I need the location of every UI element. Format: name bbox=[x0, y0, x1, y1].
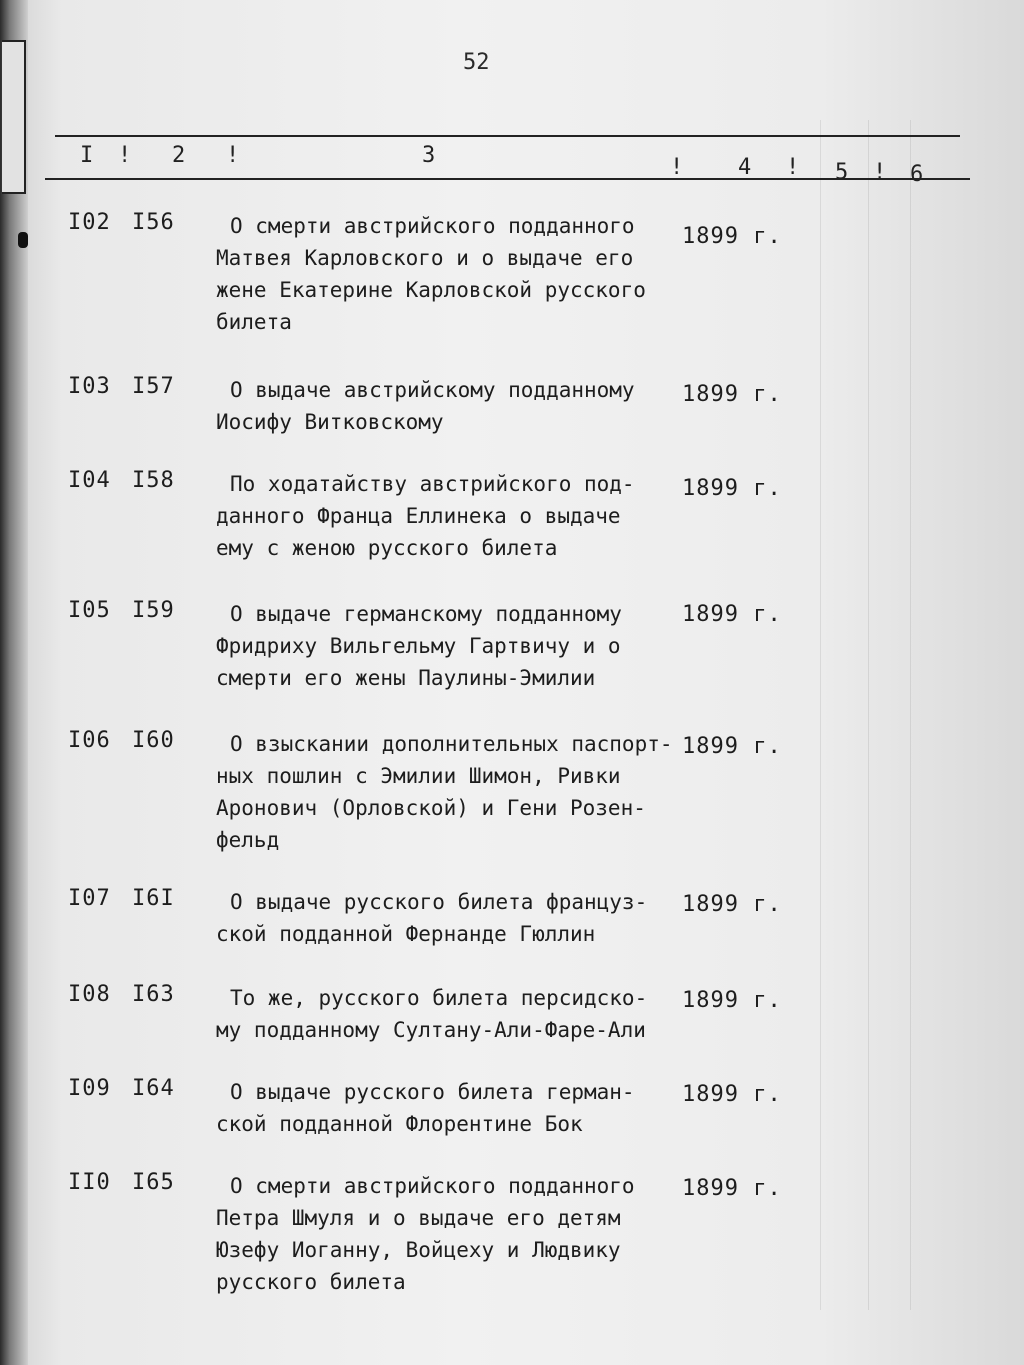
description-line: То же, русского билета персидско- bbox=[230, 986, 648, 1010]
header-bottom-rule bbox=[45, 178, 970, 180]
description-line: Аронович (Орловской) и Гени Розен- bbox=[216, 796, 646, 820]
row-number: I02 bbox=[68, 210, 111, 235]
description-line: Иосифу Витковскому bbox=[216, 410, 444, 434]
row-number: I09 bbox=[68, 1076, 111, 1101]
row-year: 1899 г. bbox=[682, 602, 782, 627]
row-year: 1899 г. bbox=[682, 382, 782, 407]
description-line: ему с женою русского билета bbox=[216, 536, 558, 560]
row-number: I03 bbox=[68, 374, 111, 399]
header-separator: ! bbox=[118, 143, 132, 168]
header-col-5: 5 bbox=[835, 160, 849, 185]
row-number: I08 bbox=[68, 982, 111, 1007]
header-col-6: 6 bbox=[910, 162, 924, 187]
description-line: русского билета bbox=[216, 1270, 406, 1294]
header-col-4: 4 bbox=[738, 155, 752, 180]
row-description bbox=[216, 728, 686, 856]
row-year: 1899 г. bbox=[682, 1082, 782, 1107]
file-number: I65 bbox=[132, 1170, 175, 1195]
file-number: I59 bbox=[132, 598, 175, 623]
column-rule-faint bbox=[868, 120, 869, 1310]
binding-tab bbox=[2, 40, 26, 194]
header-col-3: 3 bbox=[422, 143, 436, 168]
header-top-rule bbox=[55, 135, 960, 137]
row-year: 1899 г. bbox=[682, 734, 782, 759]
row-number: I06 bbox=[68, 728, 111, 753]
column-rule-faint bbox=[820, 120, 821, 1310]
header-separator: ! bbox=[873, 160, 887, 185]
row-number: I07 bbox=[68, 886, 111, 911]
row-year: 1899 г. bbox=[682, 1176, 782, 1201]
header-separator: ! bbox=[670, 155, 684, 180]
row-number: I05 bbox=[68, 598, 111, 623]
header-separator: ! bbox=[786, 155, 800, 180]
description-line: билета bbox=[216, 310, 292, 334]
description-line: По ходатайству австрийского под- bbox=[230, 472, 635, 496]
row-description bbox=[216, 886, 686, 950]
row-description bbox=[216, 468, 686, 564]
folder-binding bbox=[0, 0, 28, 1365]
description-line: Петра Шмуля и о выдаче его детям bbox=[216, 1206, 621, 1230]
description-line: О взыскании дополнительных паспорт- bbox=[230, 732, 673, 756]
description-line: му подданному Султану-Али-Фаре-Али bbox=[216, 1018, 646, 1042]
description-line: данного Франца Еллинека о выдаче bbox=[216, 504, 621, 528]
row-year: 1899 г. bbox=[682, 988, 782, 1013]
header-col-2: 2 bbox=[172, 143, 186, 168]
file-number: I60 bbox=[132, 728, 175, 753]
row-description bbox=[216, 210, 686, 338]
header-col-1: I bbox=[80, 143, 94, 168]
file-number: I57 bbox=[132, 374, 175, 399]
description-line: фельд bbox=[216, 828, 280, 852]
file-number: I63 bbox=[132, 982, 175, 1007]
file-number: I56 bbox=[132, 210, 175, 235]
header-separator: ! bbox=[226, 143, 240, 168]
file-number: I64 bbox=[132, 1076, 175, 1101]
file-number: I6I bbox=[132, 886, 175, 911]
description-line: ской подданной Флорентине Бок bbox=[216, 1112, 583, 1136]
page-number: 52 bbox=[463, 50, 490, 75]
description-line: О смерти австрийского подданного bbox=[230, 214, 635, 238]
description-line: Юзефу Иоганну, Войцеху и Людвику bbox=[216, 1238, 621, 1262]
description-line: Матвея Карловского и о выдаче его bbox=[216, 246, 634, 270]
description-line: Фридриху Вильгельму Гартвичу и о bbox=[216, 634, 621, 658]
row-description bbox=[216, 1076, 686, 1140]
description-line: О выдаче германскому подданному bbox=[230, 602, 622, 626]
file-number: I58 bbox=[132, 468, 175, 493]
row-description bbox=[216, 598, 686, 694]
row-year: 1899 г. bbox=[682, 476, 782, 501]
description-line: ской подданной Фернанде Гюллин bbox=[216, 922, 596, 946]
row-description bbox=[216, 374, 686, 438]
punch-hole-mark bbox=[18, 232, 28, 248]
row-year: 1899 г. bbox=[682, 892, 782, 917]
column-rule-faint bbox=[910, 120, 911, 1310]
row-number: II0 bbox=[68, 1170, 111, 1195]
row-description bbox=[216, 982, 686, 1046]
description-line: О выдаче австрийскому подданному bbox=[230, 378, 635, 402]
row-year: 1899 г. bbox=[682, 224, 782, 249]
description-line: О выдаче русского билета француз- bbox=[230, 890, 648, 914]
row-number: I04 bbox=[68, 468, 111, 493]
description-line: смерти его жены Паулины-Эмилии bbox=[216, 666, 596, 690]
description-line: О выдаче русского билета герман- bbox=[230, 1080, 635, 1104]
description-line: О смерти австрийского подданного bbox=[230, 1174, 635, 1198]
description-line: жене Екатерине Карловской русского bbox=[216, 278, 646, 302]
description-line: ных пошлин с Эмилии Шимон, Ривки bbox=[216, 764, 621, 788]
row-description bbox=[216, 1170, 686, 1298]
